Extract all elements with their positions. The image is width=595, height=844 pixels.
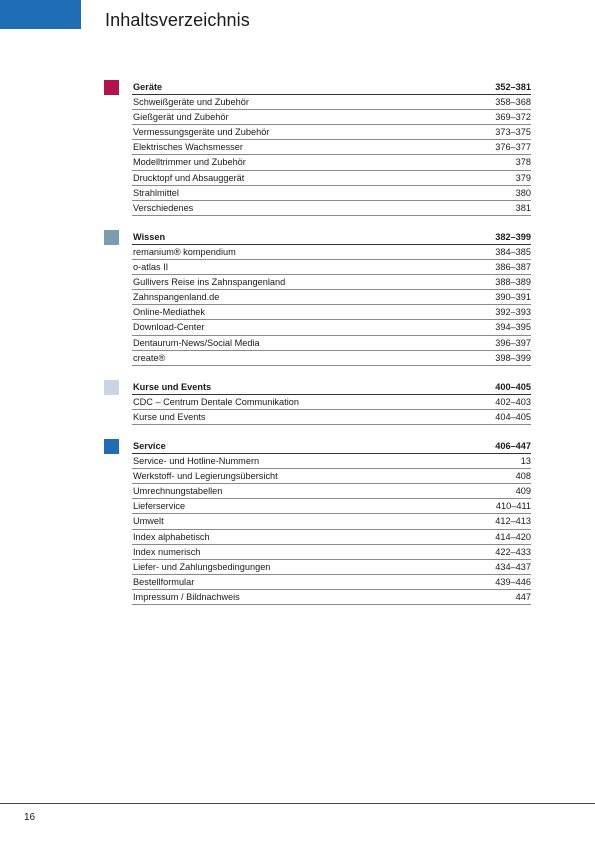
toc-entry[interactable] [132,351,531,366]
toc-entry-pages: 373–375 [495,127,531,138]
toc-entry[interactable] [132,275,531,290]
toc-entry[interactable] [132,469,531,484]
toc-entry-label: Download-Center [133,322,205,333]
toc-section [104,439,531,605]
toc-entry[interactable] [132,290,531,305]
toc-entry-label: Gullivers Reise ins Zahnspangenland [133,277,286,288]
toc-entry[interactable] [132,454,531,469]
toc-entry[interactable] [132,186,531,201]
toc-entry-label: Strahlmittel [133,187,179,198]
toc-entry-pages: 412–413 [495,516,531,527]
toc-entry[interactable] [132,201,531,216]
toc-entry-pages: 381 [515,202,531,213]
toc-entry[interactable] [132,260,531,275]
toc-entry-label: Index alphabetisch [133,531,210,542]
toc-entry-label: Lieferservice [133,501,186,512]
toc-entry-label: Werkstoff- und Legierungsübersicht [133,471,278,482]
toc-entry[interactable] [132,530,531,545]
toc-entry[interactable] [132,245,531,260]
toc-entry-label: Verschiedenes [133,202,194,213]
toc-entry-label: create® [133,352,166,363]
section-page-range: 406–447 [495,440,531,451]
section-title: Wissen [133,231,166,242]
toc-entry-pages: 388–389 [495,277,531,288]
toc-entry[interactable] [132,395,531,410]
section-page-range: 382–399 [495,231,531,242]
toc-entry[interactable] [132,171,531,186]
toc-entry[interactable] [132,560,531,575]
toc-entry[interactable] [132,484,531,499]
toc-entry-label: Modelltrimmer und Zubehör [133,157,246,168]
toc-entry[interactable] [132,95,531,110]
toc-entry-label: remanium® kompendium [133,246,236,257]
toc-entry[interactable] [132,499,531,514]
section-color-marker [104,80,119,95]
toc-entry-pages: 447 [515,591,531,602]
toc-entry-pages: 439–446 [495,576,531,587]
toc-entry-pages: 13 [520,456,531,467]
toc-entry-label: Bestellformular [133,576,195,587]
toc-entry-pages: 434–437 [495,561,531,572]
toc-entry-label: Liefer- und Zahlungsbedingungen [133,561,271,572]
section-color-marker [104,439,119,454]
toc-entry-pages: 384–385 [495,246,531,257]
toc-entry-pages: 394–395 [495,322,531,333]
toc-section-header[interactable] [132,439,531,454]
section-color-marker [104,380,119,395]
toc-entry-label: Online-Mediathek [133,307,206,318]
toc-entry-label: Drucktopf und Absauggerät [133,172,245,183]
toc-entry-pages: 379 [515,172,531,183]
toc-entry-pages: 380 [515,187,531,198]
toc-entry[interactable] [132,125,531,140]
toc-entry[interactable] [132,545,531,560]
toc-section-header[interactable] [132,230,531,245]
toc-entry-label: Umrechnungstabellen [133,486,223,497]
toc-entry-label: Service- und Hotline-Nummern [133,456,260,467]
toc-entry-label: Vermessungsgeräte und Zubehör [133,127,270,138]
toc-entry[interactable] [132,590,531,605]
toc-entry-label: Umwelt [133,516,164,527]
section-title: Geräte [133,82,163,92]
toc-entry[interactable] [132,575,531,590]
section-color-marker [104,230,119,245]
toc-entry-label: CDC – Centrum Dentale Communikation [133,396,299,407]
toc-section [104,380,531,425]
toc-entry-label: Gießgerät und Zubehör [133,112,229,123]
toc-entry-pages: 410–411 [495,501,531,512]
toc-entry-pages: 378 [515,157,531,168]
toc-entry-pages: 398–399 [495,352,531,363]
page-number: 16 [24,812,36,823]
toc-entry[interactable] [132,410,531,425]
toc-entry-pages: 376–377 [495,142,531,153]
footer-divider [0,803,595,804]
toc-entry-pages: 386–387 [495,262,531,273]
toc-entry-pages: 414–420 [495,531,531,542]
page-title: Inhaltsverzeichnis [105,10,250,30]
section-title: Service [133,440,166,451]
toc-entry-label: Kurse und Events [133,411,206,422]
toc-entry-pages: 404–405 [495,411,531,422]
toc-entry-label: Dentaurum-News/Social Media [133,337,260,348]
toc-entry[interactable] [132,320,531,335]
corner-color-bar [0,0,81,29]
toc-section-header[interactable] [132,380,531,395]
toc-entry[interactable] [132,155,531,170]
toc-entry-label: Elektrisches Wachsmesser [133,142,243,153]
section-page-range: 400–405 [495,381,531,392]
toc-entry-pages: 422–433 [495,546,531,557]
toc-section-header[interactable] [132,80,531,95]
toc-entry-pages: 409 [515,486,531,497]
section-page-range: 352–381 [495,82,531,92]
toc-entry-label: Index numerisch [133,546,201,557]
section-title: Kurse und Events [133,381,212,392]
toc-entry[interactable] [132,305,531,320]
table-of-contents [104,80,531,619]
toc-entry-pages: 390–391 [495,292,531,303]
toc-section [104,230,531,366]
toc-entry-pages: 396–397 [495,337,531,348]
toc-entry-pages: 369–372 [495,112,531,123]
toc-entry[interactable] [132,110,531,125]
toc-entry-pages: 358–368 [495,97,531,108]
toc-entry-label: o-atlas II [133,262,169,273]
toc-entry[interactable] [132,140,531,155]
toc-entry[interactable] [132,514,531,529]
toc-section [104,80,531,216]
toc-entry-pages: 408 [515,471,531,482]
toc-entry-pages: 402–403 [495,396,531,407]
toc-entry-label: Schweißgeräte und Zubehör [133,97,249,108]
toc-entry[interactable] [132,336,531,351]
toc-entry-label: Impressum / Bildnachweis [133,591,240,602]
toc-entry-pages: 392–393 [495,307,531,318]
toc-entry-label: Zahnspangenland.de [133,292,220,303]
